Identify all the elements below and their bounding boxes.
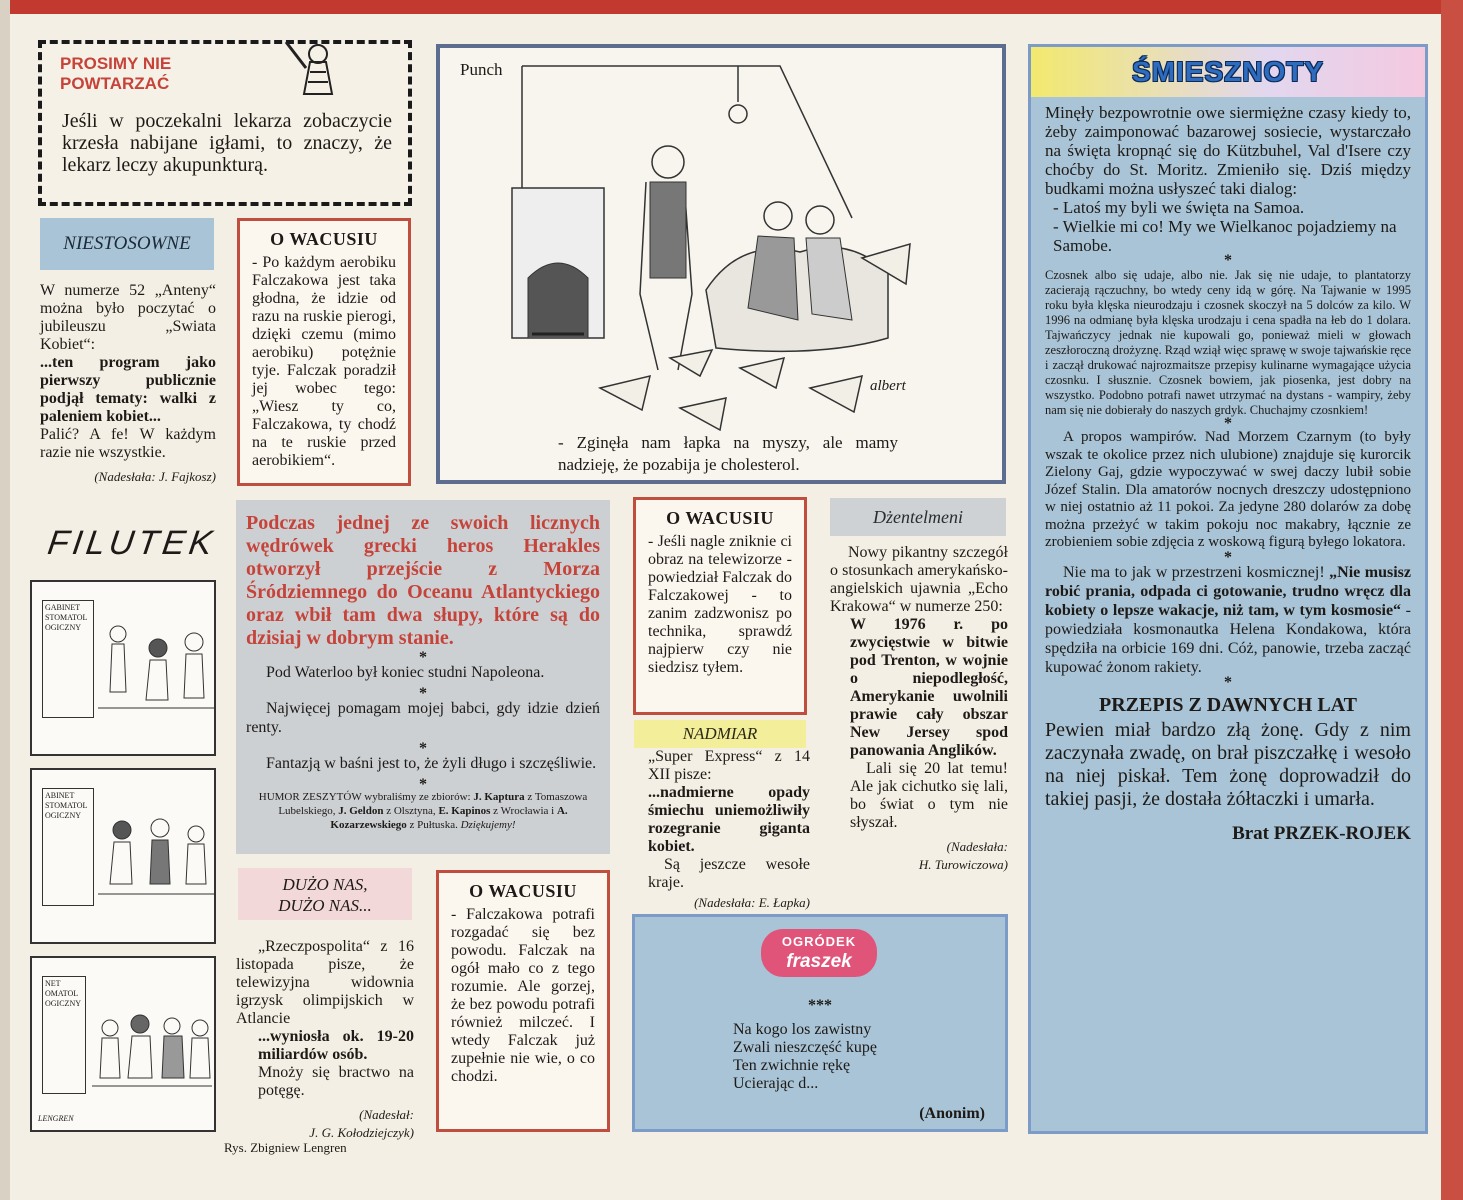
nadmiar-article [634,748,810,912]
dzentelmeni-article [830,544,1008,874]
fraszki-box [632,914,1008,1132]
duzo-text: „Rzeczpospolita“ z 16 listopada pisze, że telewizyjna widownia igrzysk olimpijskich w Atlancie [236,938,414,1027]
niestosowne-article [40,282,216,486]
herakles-thanks: Dziękujemy! [460,819,516,831]
duzo-article [236,938,414,1142]
niestosowne-title: NIESTOSOWNE [63,233,191,254]
punch-signature: albert [870,378,906,394]
filutek-panel-3 [30,956,216,1132]
niestosowne-text: W numerze 52 „Anteny“ można było poczytać o jubileuszu „Swiata Kobiet“: [40,282,216,353]
duzo-credit-2: J. G. Kołodziejczyk) [309,1125,414,1140]
smiesznoty-title: ŚMIESZNOTY [1131,56,1324,87]
prosimy-title-line1: PROSIMY NIE [60,54,172,73]
dzentelmeni-title: Dżentelmeni [873,507,963,527]
przepis-text: Pewien miał bardzo złą żonę. Gdy z nim zaczynała zwadę, on brał piszczałkę i wesoło na niej piskał. Tem żonę doprowadził do takiej pasji, że dostała żółtaczki i umarła. [1045,718,1411,810]
filutek-door-2 [42,788,94,906]
herakles-joke-3: Fantazją w baśni jest to, że żyli długo i szczęśliwie. [266,755,597,772]
herakles-headline: Podczas jednej ze swoich licznych wędrówek grecki heros Herakles otworzył przejście z Morza Śródziemnego do Oceanu Atlantyckiego oraz wbił tam dwa słupy, które są do dzisiaj w dobrym stanie. [246,512,600,649]
smiesznoty-header [1031,47,1425,97]
herakles-credit-name-1: J. Kaptura [473,791,525,803]
duzo-after: Mnoży się bractwo na potęgę. [258,1064,414,1099]
fraszki-author: (Anonim) [919,1105,985,1122]
nadmiar-quote: ...nadmierne opady śmiechu uniemożliwiły rozegranie giganta kobiet. [648,784,810,855]
wacusiu-title-2: O WACUSIU [666,508,774,528]
fraszki-line-2: Zwali nieszczęść kupę [733,1039,877,1056]
smiesznoty-p4-b: - powiedziała kosmonautka Helena Kondakowa, która spędziła na orbicie 169 dni. Cóż, panowie, trzeba zacząć kupować żonom rakiety. [1045,601,1411,676]
smiesznoty-star-3: * [1224,548,1232,566]
herakles-credit-name-2: J. Geldon [338,805,384,817]
smiesznoty-d2: - Wielkie mi co! My we Wielkanoc pojadziemy na Samobe. [1053,217,1397,255]
smiesznoty-star-4: * [1224,673,1232,691]
herakles-joke-1: Pod Waterloo był koniec studni Napoleona. [266,664,545,681]
wacusiu-title-1: O WACUSIU [270,229,378,249]
niestosowne-quote: ...ten program jako pierwszy publicznie podjął tematy: walki z paleniem kobiet... [40,354,216,425]
prosimy-title [60,54,171,94]
page-top-edge [0,0,1463,14]
smiesznoty-star-1: * [1224,252,1232,269]
smiesznoty-column [1028,44,1428,1134]
herakles-credit-town-2: z Olsztyna, [386,805,436,817]
dzentelmeni-after: Lali się 20 lat temu! Ale jak cichutko się lali, bo świat o tym nie słyszał. [850,760,1008,831]
herakles-star-4: * [419,776,427,793]
smiesznoty-p4 [1045,563,1411,677]
nadmiar-header [634,720,806,748]
filutek-door-3-label: NET OMATOLOGICZNY [45,979,81,1008]
herakles-credit-name-3: E. Kapinos [438,805,491,817]
herakles-credits [246,790,600,832]
filutek-door-1-label: GABINET STOMATOLOGICZNY [45,603,88,632]
herakles-credits-lead: HUMOR ZESZYTÓW wybraliśmy ze zbiorów: [258,791,471,803]
wacusiu-title-3: O WACUSIU [469,881,577,901]
herakles-star-1: * [419,649,427,666]
herakles-credit-town-4: z Pułtuska. [409,819,458,831]
smiesznoty-star-2: * [1224,415,1232,432]
fraszki-stars: *** [808,997,832,1014]
herakles-star-2: * [419,685,427,702]
waiting-patients-illustration-3 [92,988,212,1128]
dzentelmeni-credit-1: (Nadesłała: [946,839,1008,854]
page-left-edge [0,0,10,1200]
punch-cartoon-panel [436,44,1006,484]
fraszki-poem [733,1021,877,1093]
filutek-signature: LENGREN [38,1114,74,1123]
painter-figure-icon [280,38,350,108]
fraszki-line-3: Ten zwichnie rękę [733,1057,851,1074]
fraszki-logo-top: OGRÓDEK [781,934,857,949]
herakles-star-3: * [419,740,427,757]
nadmiar-title: NADMIAR [682,724,758,743]
przepis-title: PRZEPIS Z DAWNYCH LAT [1099,693,1357,716]
smiesznoty-p2: Czosnek albo się udaje, albo nie. Jak się nie udaje, to plantatorzy zacierają rączuchny, bo wtedy ceny idą w górę. Na Tajwanie w 1995 roku była klęska nieurodzaju i czosnek skoczył na 5 dolców za kilo. W 1996 na odmianę była klęska urodzaju i cena spadła na łeb do 1 dolara. Tajwańczycy jednak nie kupowali go, ponieważ mieli w głowach zeszłoroczną drożyznę. Rząd wziął więc sprawę w swoje tajwańskie ręce i zaczął drukować najrozmaitsze przepisy kulinarne wymagające użycia czosnku. I słusznie. Czosnek bowiem, jak piosenka, jest dobry na wszystko. Podobno potrafi nawet utrzymać na dystans - wampiry, żeby nam się nie dobierały do naszych grdyk. Chuchajmy czosnkiem! [1045,268,1411,417]
prosimy-title-line2: POWTARZAĆ [60,74,170,93]
waiting-patients-illustration-2 [98,800,214,940]
dzentelmeni-header [830,498,1006,536]
filutek-logo: FILUTEK [45,524,219,562]
dzentelmeni-credit-2: H. Turowiczowa) [918,857,1008,872]
smiesznoty-p3: A propos wampirów. Nad Morzem Czarnym (to były wszak te okolice przez nich ulubione) znajduje się kurorcik Zielony Gaj, gdzie wypoczywać w swej daczy lubił sobie Józef Stalin. Dla amatorów nocnych dreszczy udostępniono w niej ostatnio aż 11 pokoi. Za jedyne 280 dolarów za dobę można przeżyć w takim pokoju noc makabry, łącznie ze zrobieniem sobie zdjęcia z woskową figurą byłego lokatora. [1045,429,1411,550]
nadmiar-text: „Super Express“ z 14 XII pisze: [648,748,810,783]
waiting-patients-illustration-1 [98,612,214,752]
wacusiu-box-2 [633,497,807,715]
herakles-box [236,500,610,854]
smiesznoty-p1: Minęły bezpowrotnie owe siermiężne czasy kiedy to, żeby zaimponować bazarowej sosiecie, wystarczało na święta kropnąć się do Kützbuhel, Val d'Isere czy choćby do St. Moritz. Zmieniło się. Dziś między budkami można usłyszeć taki dialog: [1045,103,1411,198]
punch-caption: - Zginęła nam łapka na myszy, ale mamy nadzieję, że pozabija je cholesterol. [558,433,898,474]
niestosowne-after: Palić? A fe! W każdym razie nie wszystkie. [40,426,216,461]
fraszki-logo [761,929,877,977]
duzo-title-line1: DUŻO NAS, [282,875,368,894]
przepis-signature: Brat PRZEK-ROJEK [1232,822,1411,844]
filutek-door-3 [42,976,86,1094]
niestosowne-credit: (Nadesłała: J. Fajkosz) [94,469,216,484]
smiesznoty-p4-a: Nie ma to jak w przestrzeni kosmicznej! [1063,563,1325,581]
wacusiu-text-2: - Jeśli nagle zniknie ci obraz na telewizorze - powiedział Falczak do Falczakowej - to zanim zadzwonisz po technika, sprawdź najpierw czy nie siedzisz tyłem. [648,533,792,676]
fraszki-logo-bottom: fraszek [786,951,852,972]
duzo-header [238,868,412,920]
prosimy-box [38,40,412,206]
prosimy-text: Jeśli w poczekalni lekarza zobaczycie krzesła nabijane igłami, to znaczy, że lekarz leczy akupunkturą. [62,110,392,176]
niestosowne-header [40,218,214,270]
smiesznoty-p4-quote: „Nie musisz robić prania, odpada ci gotowanie, trudno wręcz dla kobiety o lepsze wakacje, niż tam, w tym kosmosie“ [1045,563,1411,619]
dzentelmeni-text: Nowy pikantny szczegół o stosunkach amerykańsko-angielskich ujawnia „Echo Krakowa“ w numerze 250: [830,544,1008,615]
wacusiu-text-3: - Falczakowa potrafi rozgadać się bez powodu. Falczak na ogół mało co z tego rozumie. Ale gorzej, że bez powodu potrafi również milczeć. I wtedy Falczak już zupełnie nie wie, o co chodzi. [451,906,595,1085]
smiesznoty-d1: - Latoś my byli we święta na Samoa. [1053,198,1305,217]
punch-source: Punch [460,60,503,79]
filutek-credit: Rys. Zbigniew Lengren [224,1140,347,1155]
smiesznoty-body [1045,103,1411,845]
page-right-edge [1441,0,1463,1200]
duzo-credit-1: (Nadesłał: [359,1107,414,1122]
dzentelmeni-quote: W 1976 r. po zwycięstwie w bitwie pod Trenton, w wojnie o niepodległość, Amerykanie uwolnili prawie cały obszar New Jersey spod panowania Anglików. [850,616,1008,759]
herakles-joke-2: Najwięcej pomagam mojej babci, gdy idzie dzień renty. [246,700,600,736]
duzo-title-line2: DUŻO NAS... [278,896,372,915]
duzo-quote: ...wyniosła ok. 19-20 miliardów osób. [258,1028,414,1063]
filutek-door-2-label: ABINET STOMATOLOGICZNY [45,791,88,820]
wacusiu-text-1: - Po każdym aerobiku Falczakowa jest taka głodna, że idzie od razu na ruskie pierogi, dzięki czemu (mimo aerobiku) potężnie tyje. Falczak poradził jej wobec tego: „Wiesz ty co, Falczakowa, ty chodź na te ruskie przed aerobikiem“. [252,254,396,469]
herakles-credit-town-1: z Tomaszowa Lubelskiego, [278,791,588,817]
herakles-credit-name-4: A. Kozarzewskiego [330,805,568,831]
nadmiar-credit: (Nadesłała: E. Łapka) [694,895,810,910]
fraszki-line-4: Ucierając d... [733,1075,819,1092]
wacusiu-box-1 [237,218,411,486]
filutek-panel-2 [30,768,216,944]
filutek-panel-1 [30,580,216,756]
fraszki-line-1: Na kogo los zawistny [733,1021,872,1038]
herakles-credit-town-3: z Wrocławia i [493,805,555,817]
nadmiar-after: Są jeszcze wesołe kraje. [648,856,810,891]
wacusiu-box-3 [436,870,610,1132]
filutek-door-1 [42,600,94,718]
